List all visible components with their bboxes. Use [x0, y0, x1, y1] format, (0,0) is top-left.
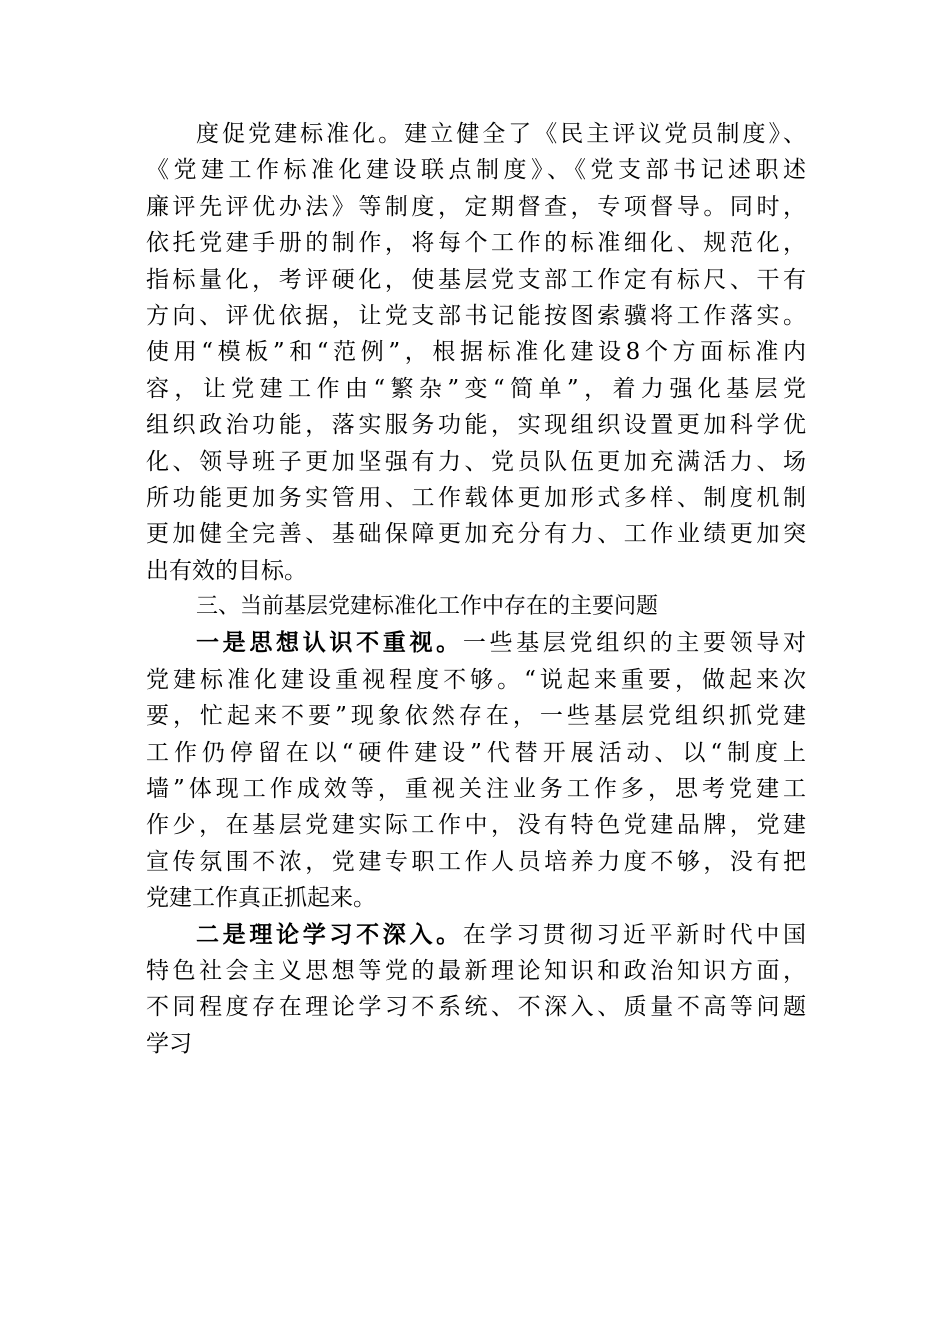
text-line: 廉评先评优办法》等制度，定期督查，专项督导。同时，	[146, 193, 806, 220]
text-line: 出有效的目标。	[146, 557, 307, 584]
section-heading: 三、当前基层党建标准化工作中存在的主要问题	[196, 594, 659, 620]
text-line: 党建标准化建设重视程度不够。“说起来重要，做起来次	[146, 666, 806, 693]
text-line: 不同程度存在理论学习不系统、不深入、质量不高等问题	[146, 994, 806, 1021]
paragraph-3	[146, 917, 806, 1063]
text-line	[146, 917, 806, 953]
point-text: 在学习贯彻习近平新时代中国	[462, 921, 807, 948]
document-body	[146, 116, 806, 1062]
paragraph-1	[146, 116, 806, 589]
text-line: 工作仍停留在以“硬件建设”代替开展活动、以“制度上	[146, 739, 806, 766]
text-line: 墙”体现工作成效等，重视关注业务工作多，思考党建工	[146, 776, 806, 803]
text-line: 容，让党建工作由“繁杂”变“简单”，着力强化基层党	[146, 375, 806, 402]
point-text: 一些基层党组织的主要领导对	[462, 630, 807, 657]
text-line: 《党建工作标准化建设联点制度》、《党支部书记述职述	[146, 157, 806, 184]
text-line: 化、领导班子更加坚强有力、党员队伍更加充满活力、场	[146, 448, 806, 475]
text-line: 学习	[146, 1030, 192, 1057]
text-line: 所功能更加务实管用、工作载体更加形式多样、制度机制	[146, 484, 806, 511]
text-line: 指标量化，考评硬化，使基层党支部工作定有标尺、干有	[146, 266, 806, 293]
text-line: 党建工作真正抓起来。	[146, 885, 376, 912]
point-title: 二是理论学习不深入。	[196, 920, 463, 948]
text-line: 组织政治功能，落实服务功能，实现组织设置更加科学优	[146, 412, 806, 439]
text-line: 更加健全完善、基础保障更加充分有力、工作业绩更加突	[146, 521, 806, 548]
text-line: 使用“模板”和“范例”，根据标准化建设8个方面标准内	[146, 339, 806, 366]
text-line: 特色社会主义思想等党的最新理论知识和政治知识方面，	[146, 957, 806, 984]
text-line: 作少，在基层党建实际工作中，没有特色党建品牌，党建	[146, 812, 806, 839]
text-line: 度促党建标准化。建立健全了《民主评议党员制度》、	[196, 121, 806, 147]
text-line: 宣传氛围不浓，党建专职工作人员培养力度不够，没有把	[146, 848, 806, 875]
point-title: 一是思想认识不重视。	[196, 629, 463, 657]
text-line	[146, 625, 806, 661]
text-line: 要，忙起来不要”现象依然存在，一些基层党组织抓党建	[146, 703, 806, 730]
text-line: 依托党建手册的制作，将每个工作的标准细化、规范化，	[146, 230, 806, 257]
text-line: 方向、评优依据，让党支部书记能按图索骥将工作落实。	[146, 302, 806, 329]
paragraph-2	[146, 625, 806, 916]
